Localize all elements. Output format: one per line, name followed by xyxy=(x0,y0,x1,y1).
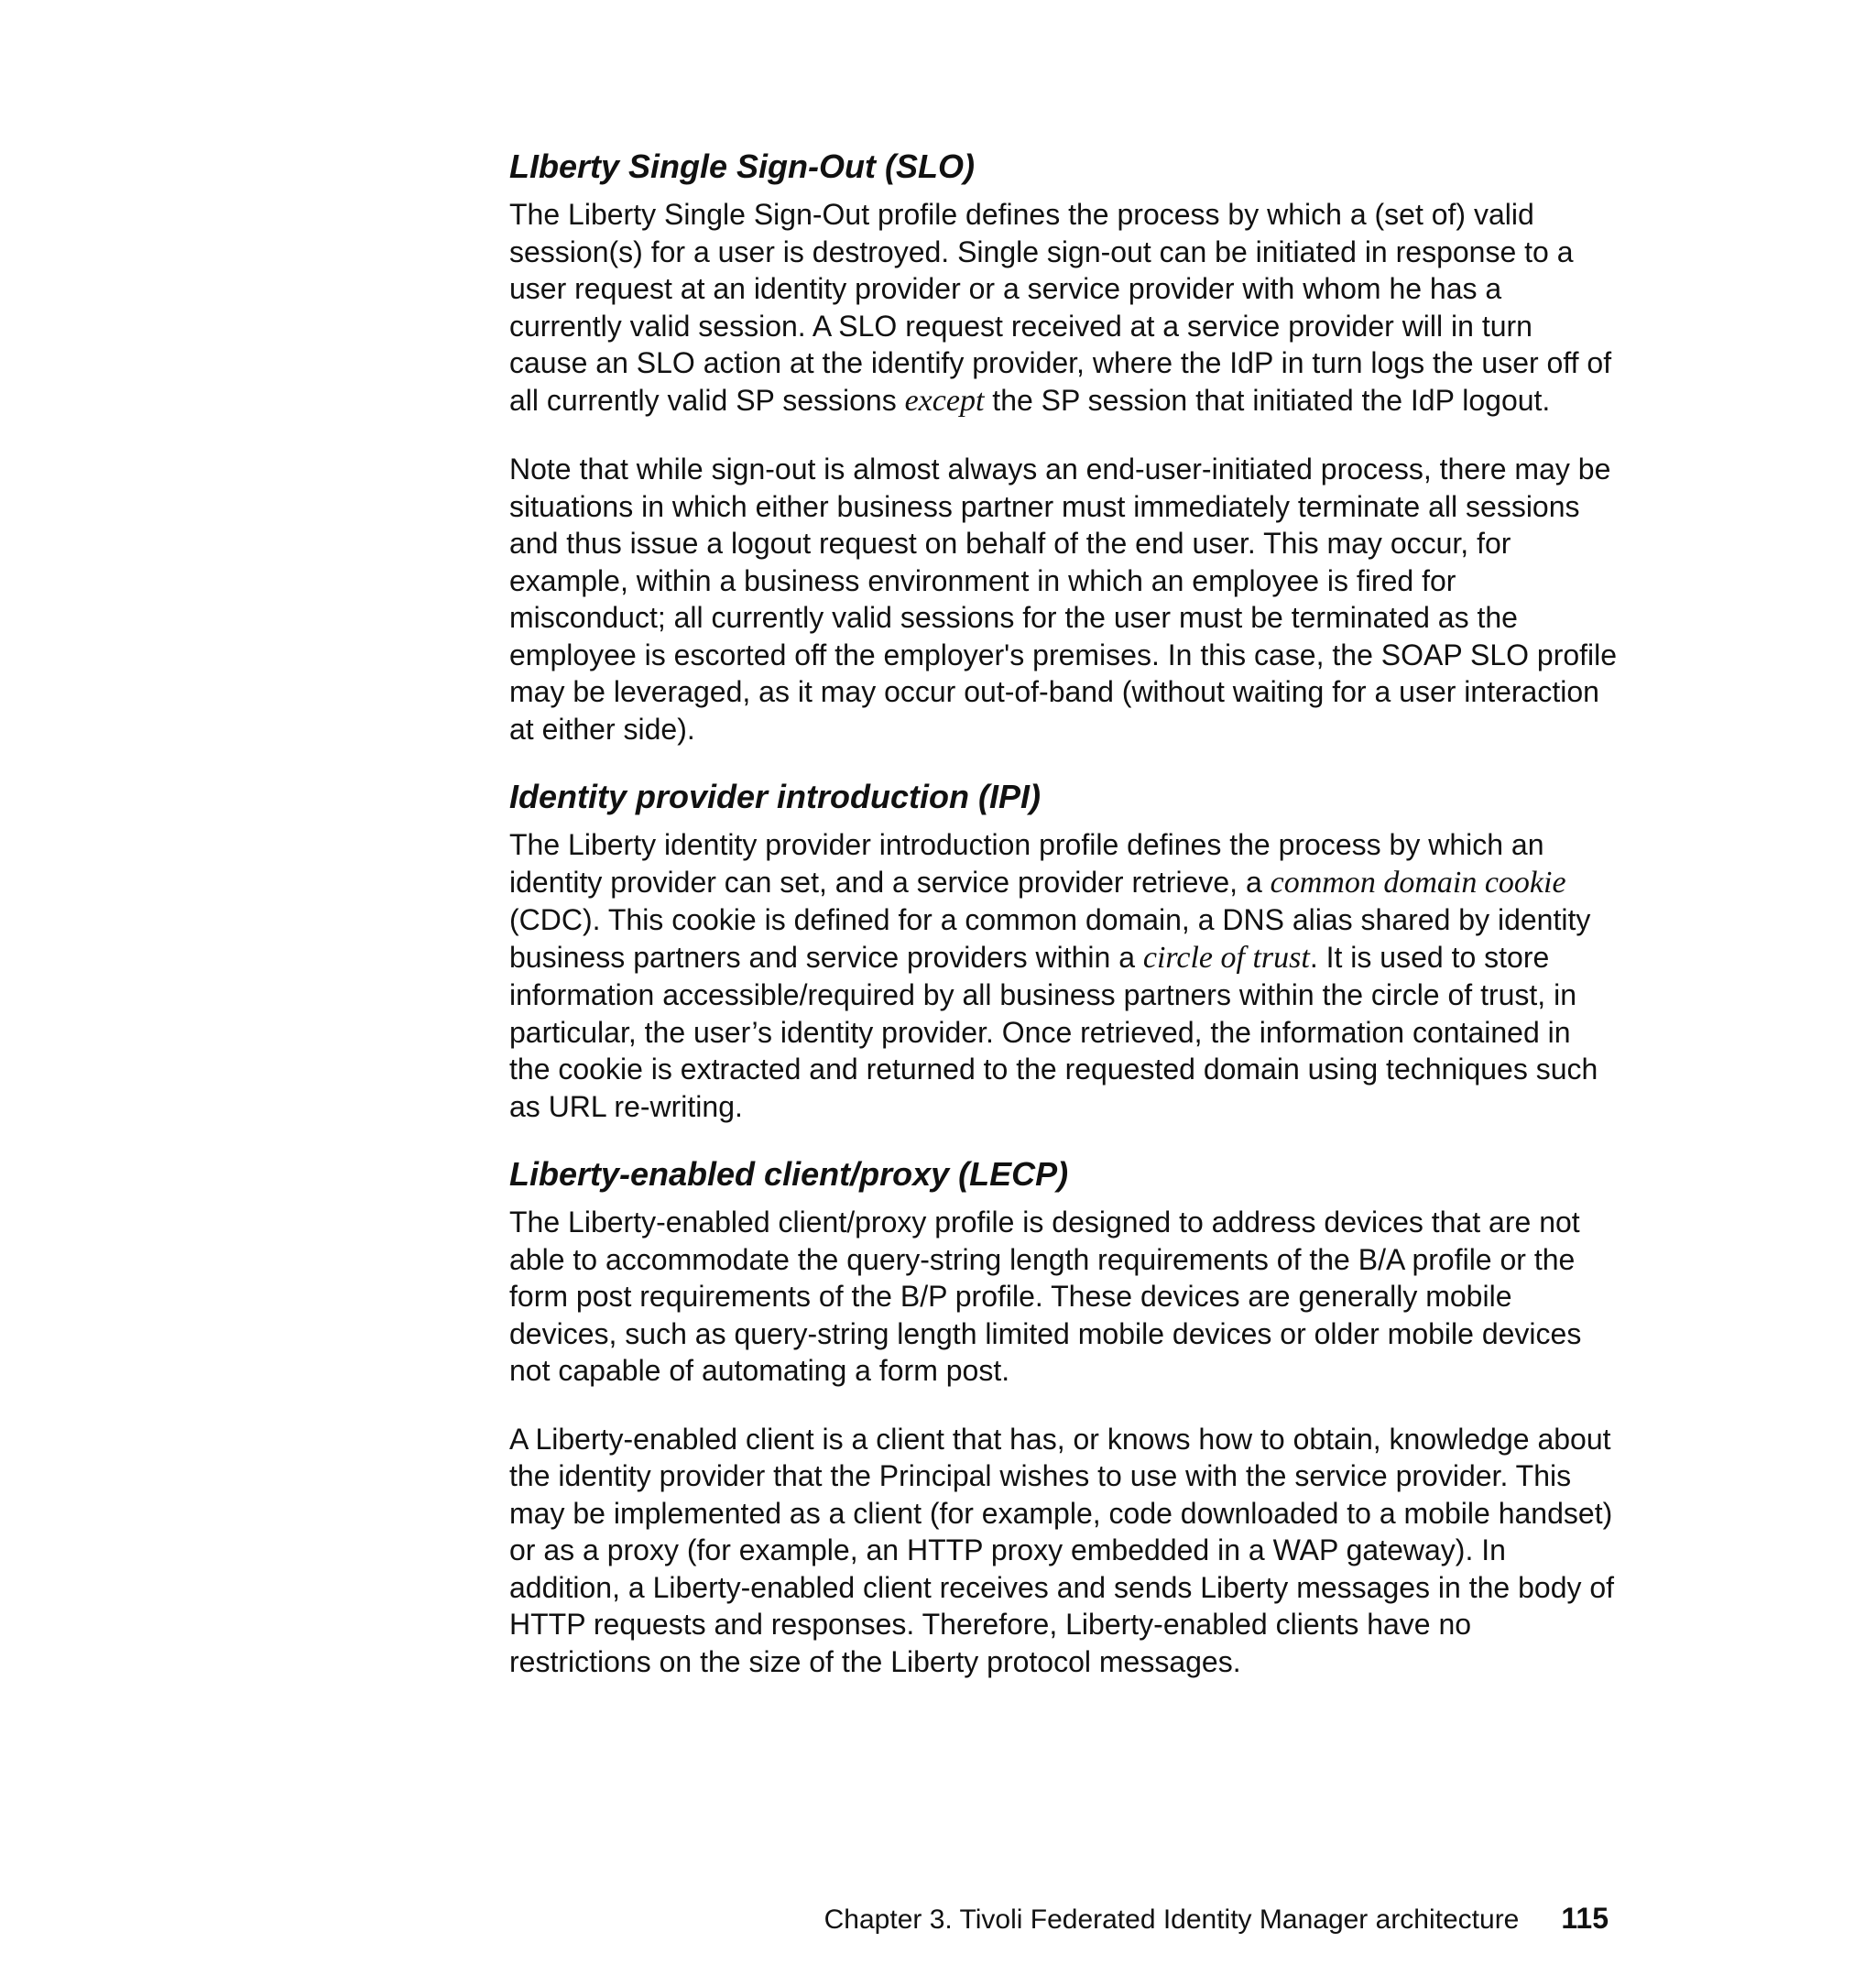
heading-slo: LIberty Single Sign-Out (SLO) xyxy=(509,147,975,185)
paragraph-slo-1 xyxy=(509,196,1618,420)
ipi-text-c: . It is used to store information accessible/required by all business partners within the circle of trust, in particular, the user’s identity provider. Once retrieved, the information contained in the cookie is extracted and returned to the requested domain using techniques such as URL re-writing. xyxy=(509,940,1598,1123)
slo-text-a: The Liberty Single Sign-Out profile defines the process by which a (set of) valid session(s) for a user is destroyed. Single sign-out can be initiated in response to a user request at an identity provider or a service provider with whom he has a currently valid session. A SLO request received at a service provider will in turn cause an SLO action at the identify provider, where the IdP in turn logs the user off of all currently valid SP sessions xyxy=(509,198,1612,417)
ipi-text-b: (CDC). This cookie is defined for a common domain, a DNS alias shared by identity business partners and service providers within a xyxy=(509,903,1591,974)
paragraph-lecp-2: A Liberty-enabled client is a client that has, or knows how to obtain, knowledge about the identity provider that the Principal wishes to use with the service provider. This may be implemented as a client (for example, code downloaded to a mobile handset) or as a proxy (for example, an HTTP proxy embedded in a WAP gateway). In addition, a Liberty-enabled client receives and sends Liberty messages in the body of HTTP requests and responses. Therefore, Liberty-enabled clients have no restrictions on the size of the Liberty protocol messages. xyxy=(509,1422,1615,1678)
section-lecp xyxy=(509,1154,1618,1680)
page-content xyxy=(509,147,1618,1680)
paragraph-lecp-1: The Liberty-enabled client/proxy profile is designed to address devices that are not able to accommodate the query-string length requirements of the B/A profile or the form post requirements of the B/P profile. These devices are generally mobile devices, such as query-string length limited mobile devices or older mobile devices not capable of automating a form post. xyxy=(509,1206,1582,1387)
section-ipi xyxy=(509,777,1618,1125)
page-footer xyxy=(509,1900,1609,1938)
heading-lecp: Liberty-enabled client/proxy (LECP) xyxy=(509,1155,1069,1193)
ipi-emphasis-circle-of-trust: circle of trust xyxy=(1142,940,1310,975)
paragraph-slo-2: Note that while sign-out is almost always an end-user-initiated process, there may be situations in which either business partner must immediately terminate all sessions and thus issue a logout request on behalf of the end user. This may occur, for example, within a business environment in which an employee is fired for misconduct; all currently valid sessions for the user must be terminated as the employee is escorted off the employer's premises. In this case, the SOAP SLO profile may be leveraged, as it may occur out-of-band (without waiting for a user interaction at either side). xyxy=(509,453,1618,746)
slo-text-b: the SP session that initiated the IdP logout. xyxy=(984,383,1551,417)
paragraph-ipi-1 xyxy=(509,826,1618,1125)
page-number: 115 xyxy=(1561,1902,1609,1935)
heading-ipi: Identity provider introduction (IPI) xyxy=(509,778,1041,815)
slo-emphasis-except: except xyxy=(904,383,985,418)
ipi-text-a: The Liberty identity provider introduction profile defines the process by which an identity provider can set, and a service provider retrieve, a xyxy=(509,828,1544,899)
section-slo xyxy=(509,147,1618,747)
ipi-emphasis-common-domain-cookie: common domain cookie xyxy=(1270,865,1566,900)
footer-chapter-title: Chapter 3. Tivoli Federated Identity Manager architecture xyxy=(823,1904,1520,1935)
